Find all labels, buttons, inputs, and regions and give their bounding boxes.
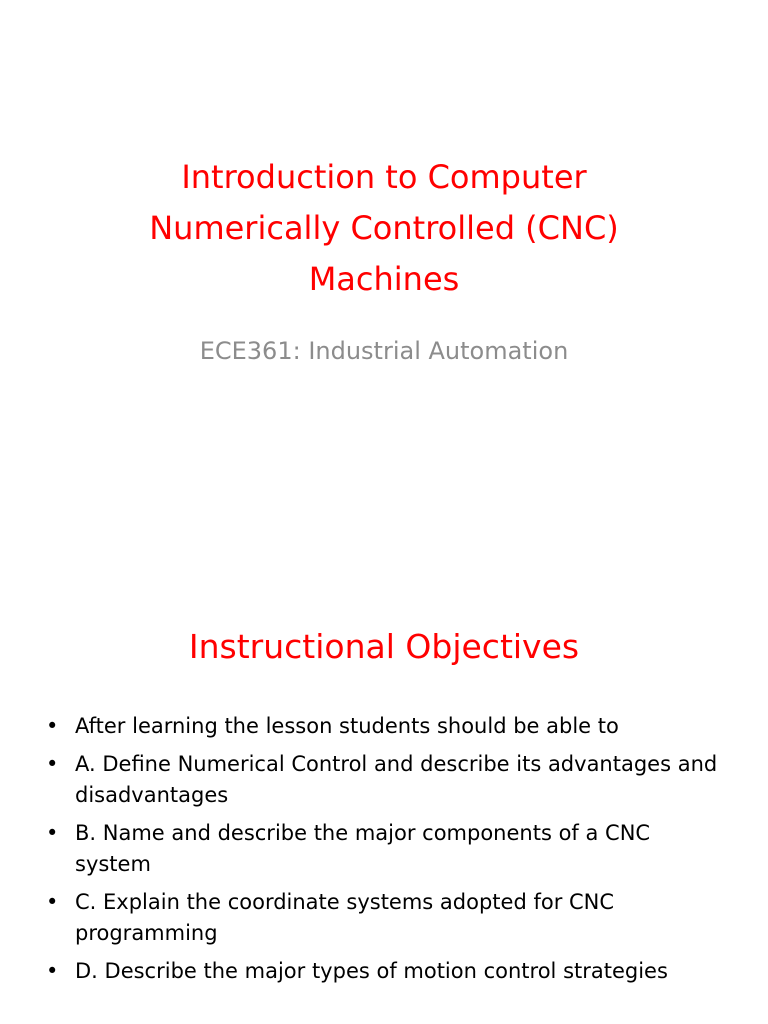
title-line: Machines (308, 260, 460, 298)
slide-subtitle: ECE361: Industrial Automation (199, 337, 569, 365)
list-item-text: B. Name and describe the major components of a CNC system (75, 821, 651, 876)
list-item-text: D. Describe the major types of motion control strategies (75, 959, 668, 983)
title-line: Numerically Controlled (CNC) (149, 209, 619, 247)
bullet-icon: • (46, 714, 59, 738)
list-item (42, 749, 732, 811)
list-item (42, 887, 732, 949)
objectives-list (42, 711, 732, 994)
bullet-icon: • (46, 959, 59, 983)
list-item-text: C. Explain the coordinate systems adopted for CNC programming (75, 890, 615, 945)
bullet-icon: • (46, 821, 59, 845)
slide-objectives (0, 512, 768, 1024)
list-item (42, 818, 732, 880)
title-line: Introduction to Computer (181, 158, 587, 196)
objectives-heading: Instructional Objectives (188, 627, 580, 666)
slide-title-heading (60, 152, 708, 305)
bullet-icon: • (46, 752, 59, 776)
bullet-icon: • (46, 890, 59, 914)
list-item (42, 956, 732, 987)
list-item (42, 711, 732, 742)
list-item-text: After learning the lesson students should be able to (75, 714, 619, 738)
list-item-text: A. Define Numerical Control and describe its advantages and disadvantages (75, 752, 718, 807)
